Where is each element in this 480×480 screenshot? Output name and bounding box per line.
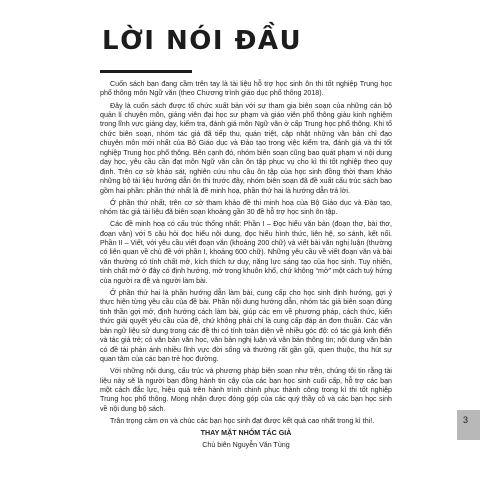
page-number: 3: [463, 415, 469, 425]
page-title: LỜI NÓI ĐẦU: [102, 26, 303, 56]
paragraph-3: Ở phần thứ nhất, trên cơ sở tham khảo đề thi minh hoạ của Bộ Giáo dục và Đào tạo, nhóm tác giả tài liệu đã biên soạn khoảng gần 30 đề hỗ trợ học sinh ôn tập.: [100, 198, 392, 217]
paragraph-5: Ở phần thứ hai là phần hướng dẫn làm bài, cung cấp cho học sinh định hướng, gợi ý thực hiện từng yêu cầu của đề bài. Phần nội dung hướng dẫn, nhóm tác giả biên soạn đúng tinh thần gợi mở, định hướng cách làm bài, giúp các em về phương pháp, cách thức, kiến thức giải quyết yêu cầu của đề, chứ không phải chỉ là cung cấp đáp án đơn thuần. Các văn bản ngữ liệu sử dụng trong các đề thi có tính toàn diện về nhiều góc độ: có tác giả kinh điển và tác giả trẻ; có văn bản văn học, văn bản nghị luận và văn bản thông tin; nội dung văn bản có đề tài phản ánh nhiều lĩnh vực đời sống và thường rất gần gũi, quen thuộc, thu hút sự quan tâm của các bạn trẻ học đường.: [100, 288, 392, 364]
signature-editor: Chủ biên Nguyễn Văn Tùng: [202, 441, 290, 450]
paragraph-7: Trân trọng cảm ơn và chúc các bạn học sinh đạt được kết quả cao nhất trong kì thi!.: [110, 416, 375, 425]
preface-body: [100, 80, 392, 454]
paragraph-6: Với những nội dung, cấu trúc và phương pháp biên soạn như trên, chúng tôi tin rằng tài liệu này sẽ là người bạn đồng hành tin cậy của các bạn học sinh cuối cấp, hỗ trợ các bạn một cách đắc lực, hiệu quả trên hành trình chinh phục thành công trong kì thi tốt nghiệp Trung học phổ thông. Mong nhận được đóng góp của các quý thầy cô và các bạn học sinh về nội dung bộ sách.: [100, 367, 392, 413]
paragraph-4: Các đề minh hoạ có cấu trúc thống nhất: Phần I – Đọc hiểu văn bản (đoạn thơ, bài thơ, đoạn văn) với 5 câu hỏi đọc hiểu nội dung, đọc hiểu hình thức, liên hệ, so sánh, kết nối. Phần II – Viết, với yêu cầu viết đoạn văn (khoảng 200 chữ) và viết bài văn nghị luận (thường có liên quan về chủ đề với phần I, khoảng 600 chữ). Những yêu cầu về viết đoạn văn và bài văn thường có tính chất mở, kích thích tư duy, năng lực sáng tạo của học sinh. Tuy nhiên, tính chất mở ở đây có định hướng, mở trong khuôn khổ, chứ không “mở” một cách tuỳ hứng của người ra đề và người làm bài.: [100, 220, 392, 285]
page-number-tab: [457, 410, 480, 440]
signature-title: THAY MẶT NHÓM TÁC GIẢ: [200, 429, 292, 438]
paragraph-1: Cuốn sách bạn đang cầm trên tay là tài liệu hỗ trợ học sinh ôn thi tốt nghiệp Trung học phổ thông môn Ngữ văn (theo Chương trình giáo dục phổ thông 2018).: [100, 80, 392, 98]
title-underline: [100, 70, 192, 73]
paragraph-2: Đây là cuốn sách được tổ chức xuất bản với sự tham gia biên soạn của những cán bộ quản lí chuyên môn, giảng viên đại học sư phạm và giáo viên phổ thông giàu kinh nghiệm trong lĩnh vực giảng dạy, kiểm tra, đánh giá môn Ngữ văn ở cấp Trung học phổ thông. Khi tổ chức biên soạn, nhóm tác giả đã tiếp thu, quán triệt, cập nhật những văn bản chỉ đạo chuyên môn mới nhất của Bộ Giáo dục và Đào tạo trong việc kiểm tra, đánh giá và thi tốt nghiệp Trung học phổ thông. Bên cạnh đó, nhóm biên soạn cũng bao quát phạm vi nội dung dạy học, yêu cầu cần đạt môn Ngữ văn cần ôn tập phục vụ cho kì thi tốt nghiệp theo quy định. Trên cơ sở khảo sát, nghiên cứu nhu cầu ôn tập của học sinh đồng thời tham khảo những bộ tài liệu hướng dẫn ôn thi trước đây, nhóm biên soạn đã đề xuất cấu trúc sách bao gồm hai phần: phần thứ nhất là đề minh hoạ, phần thứ hai là hướng dẫn trả lời.: [100, 101, 392, 195]
